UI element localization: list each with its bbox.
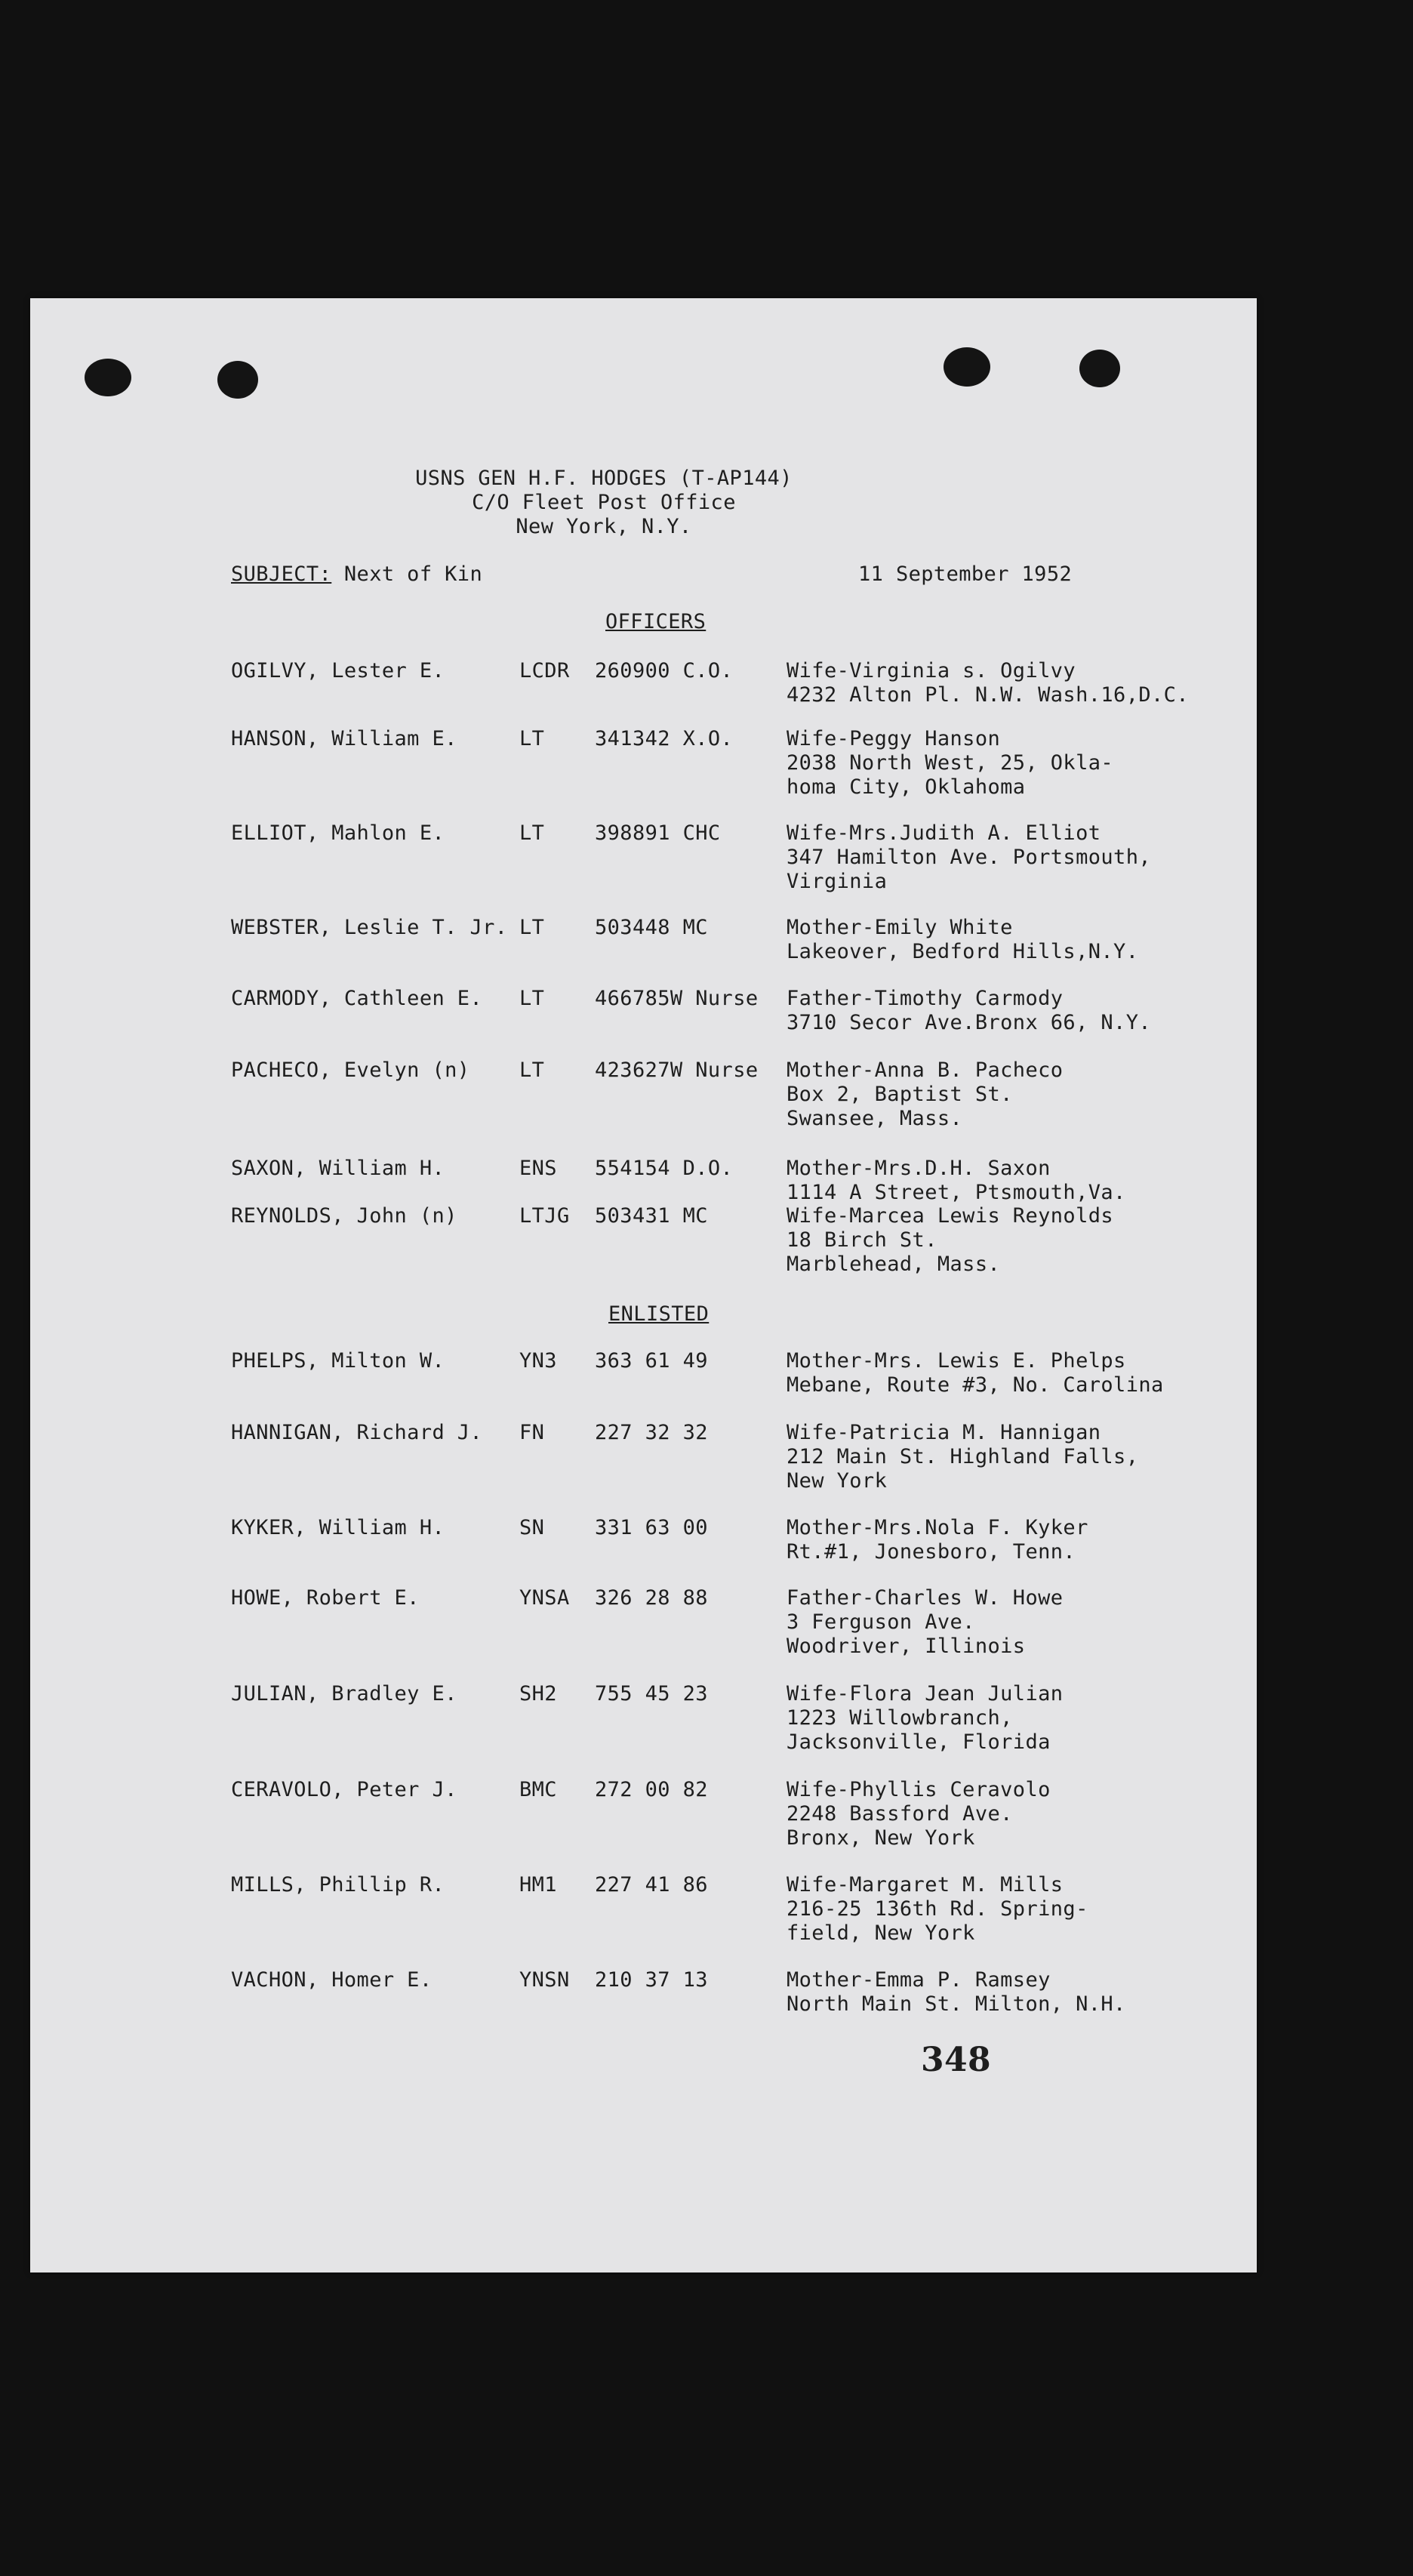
person-name: OGILVY, Lester E. (231, 659, 445, 683)
person-rank: LT (519, 727, 545, 750)
next-of-kin-line: Rt.#1, Jonesboro, Tenn. (787, 1540, 1076, 1564)
next-of-kin-line: 2248 Bassford Ave. (787, 1802, 1013, 1826)
person-name: SAXON, William H. (231, 1157, 445, 1180)
person-rank: LT (519, 821, 545, 845)
header-city: New York, N.Y. (516, 515, 692, 538)
service-number: 326 28 88 (595, 1586, 708, 1610)
next-of-kin-line: Mother-Emily White (787, 916, 1013, 939)
punch-hole (944, 347, 990, 387)
person-name: MILLS, Phillip R. (231, 1873, 445, 1897)
service-number: 554154 D.O. (595, 1157, 734, 1180)
header-post-office: C/O Fleet Post Office (472, 491, 736, 514)
service-number: 466785W Nurse (595, 987, 759, 1010)
punch-hole (217, 361, 258, 399)
person-rank: SN (519, 1516, 545, 1539)
person-name: HOWE, Robert E. (231, 1586, 420, 1610)
subject-label: SUBJECT: (231, 562, 332, 586)
next-of-kin-line: Marblehead, Mass. (787, 1253, 1001, 1276)
person-rank: LCDR (519, 659, 570, 683)
service-number: 755 45 23 (595, 1682, 708, 1706)
subject-text: Next of Kin (331, 562, 483, 586)
punch-hole (85, 359, 131, 396)
next-of-kin-line: Mother-Mrs. Lewis E. Phelps (787, 1349, 1126, 1373)
document-page (30, 298, 1257, 2272)
person-rank: YNSA (519, 1586, 570, 1610)
next-of-kin-line: Mother-Anna B. Pacheco (787, 1058, 1064, 1082)
person-rank: YN3 (519, 1349, 557, 1373)
next-of-kin-line: Mother-Mrs.D.H. Saxon (787, 1157, 1051, 1180)
service-number: 341342 X.O. (595, 727, 734, 750)
next-of-kin-line: Father-Timothy Carmody (787, 987, 1064, 1010)
person-rank: FN (519, 1421, 545, 1444)
person-name: CERAVOLO, Peter J. (231, 1778, 457, 1801)
next-of-kin-line: North Main St. Milton, N.H. (787, 1992, 1126, 2016)
next-of-kin-line: Wife-Marcea Lewis Reynolds (787, 1204, 1114, 1228)
next-of-kin-line: 216-25 136th Rd. Spring- (787, 1897, 1088, 1921)
person-rank: HM1 (519, 1873, 557, 1897)
person-name: PHELPS, Milton W. (231, 1349, 445, 1373)
next-of-kin-line: Swansee, Mass. (787, 1107, 963, 1130)
next-of-kin-line: Woodriver, Illinois (787, 1635, 1026, 1658)
service-number: 363 61 49 (595, 1349, 708, 1373)
next-of-kin-line: Mother-Emma P. Ramsey (787, 1968, 1051, 1992)
service-number: 503431 MC (595, 1204, 708, 1228)
header-ship-name: USNS GEN H.F. HODGES (T-AP144) (415, 467, 793, 490)
person-rank: YNSN (519, 1968, 570, 1992)
next-of-kin-line: field, New York (787, 1921, 975, 1945)
person-name: VACHON, Homer E. (231, 1968, 433, 1992)
next-of-kin-line: 2038 North West, 25, Okla- (787, 751, 1114, 775)
next-of-kin-line: Bronx, New York (787, 1826, 975, 1850)
person-name: HANNIGAN, Richard J. (231, 1421, 483, 1444)
next-of-kin-line: 3710 Secor Ave.Bronx 66, N.Y. (787, 1011, 1152, 1034)
person-rank: LT (519, 1058, 545, 1082)
person-rank: LT (519, 916, 545, 939)
next-of-kin-line: New York (787, 1469, 888, 1493)
person-rank: ENS (519, 1157, 557, 1180)
next-of-kin-line: 4232 Alton Pl. N.W. Wash.16,D.C. (787, 683, 1189, 707)
service-number: 227 41 86 (595, 1873, 708, 1897)
next-of-kin-line: Wife-Margaret M. Mills (787, 1873, 1064, 1897)
service-number: 423627W Nurse (595, 1058, 759, 1082)
service-number: 331 63 00 (595, 1516, 708, 1539)
person-name: CARMODY, Cathleen E. (231, 987, 483, 1010)
page-number: 348 (921, 2041, 992, 2079)
person-rank: SH2 (519, 1682, 557, 1706)
service-number: 503448 MC (595, 916, 708, 939)
next-of-kin-line: 3 Ferguson Ave. (787, 1610, 975, 1634)
next-of-kin-line: Mother-Mrs.Nola F. Kyker (787, 1516, 1088, 1539)
next-of-kin-line: 18 Birch St. (787, 1228, 937, 1252)
next-of-kin-line: Wife-Patricia M. Hannigan (787, 1421, 1101, 1444)
next-of-kin-line: 1223 Willowbranch, (787, 1706, 1013, 1730)
next-of-kin-line: Wife-Virginia s. Ogilvy (787, 659, 1076, 683)
person-name: JULIAN, Bradley E. (231, 1682, 457, 1706)
section-officers-heading: OFFICERS (605, 610, 706, 633)
person-rank: LTJG (519, 1204, 570, 1228)
next-of-kin-line: Lakeover, Bedford Hills,N.Y. (787, 940, 1139, 963)
person-name: ELLIOT, Mahlon E. (231, 821, 445, 845)
next-of-kin-line: Mebane, Route #3, No. Carolina (787, 1373, 1164, 1397)
next-of-kin-line: Wife-Phyllis Ceravolo (787, 1778, 1051, 1801)
next-of-kin-line: Virginia (787, 870, 888, 893)
service-number: 260900 C.O. (595, 659, 734, 683)
person-name: REYNOLDS, John (n) (231, 1204, 457, 1228)
service-number: 398891 CHC (595, 821, 721, 845)
section-enlisted-heading: ENLISTED (608, 1302, 710, 1326)
person-name: KYKER, William H. (231, 1516, 445, 1539)
punch-hole (1079, 350, 1120, 387)
next-of-kin-line: Jacksonville, Florida (787, 1730, 1051, 1754)
next-of-kin-line: Wife-Mrs.Judith A. Elliot (787, 821, 1101, 845)
person-rank: LT (519, 987, 545, 1010)
person-name: PACHECO, Evelyn (n) (231, 1058, 470, 1082)
service-number: 272 00 82 (595, 1778, 708, 1801)
person-name: HANSON, William E. (231, 727, 457, 750)
next-of-kin-line: Wife-Flora Jean Julian (787, 1682, 1064, 1706)
next-of-kin-line: Box 2, Baptist St. (787, 1083, 1013, 1106)
next-of-kin-line: 1114 A Street, Ptsmouth,Va. (787, 1181, 1126, 1204)
person-name: WEBSTER, Leslie T. Jr. (231, 916, 508, 939)
next-of-kin-line: Wife-Peggy Hanson (787, 727, 1001, 750)
document-date: 11 September 1952 (858, 562, 1073, 586)
next-of-kin-line: homa City, Oklahoma (787, 775, 1026, 799)
person-rank: BMC (519, 1778, 557, 1801)
subject-line (231, 562, 482, 587)
next-of-kin-line: 347 Hamilton Ave. Portsmouth, (787, 846, 1152, 869)
next-of-kin-line: Father-Charles W. Howe (787, 1586, 1064, 1610)
service-number: 210 37 13 (595, 1968, 708, 1992)
service-number: 227 32 32 (595, 1421, 708, 1444)
next-of-kin-line: 212 Main St. Highland Falls, (787, 1445, 1139, 1468)
